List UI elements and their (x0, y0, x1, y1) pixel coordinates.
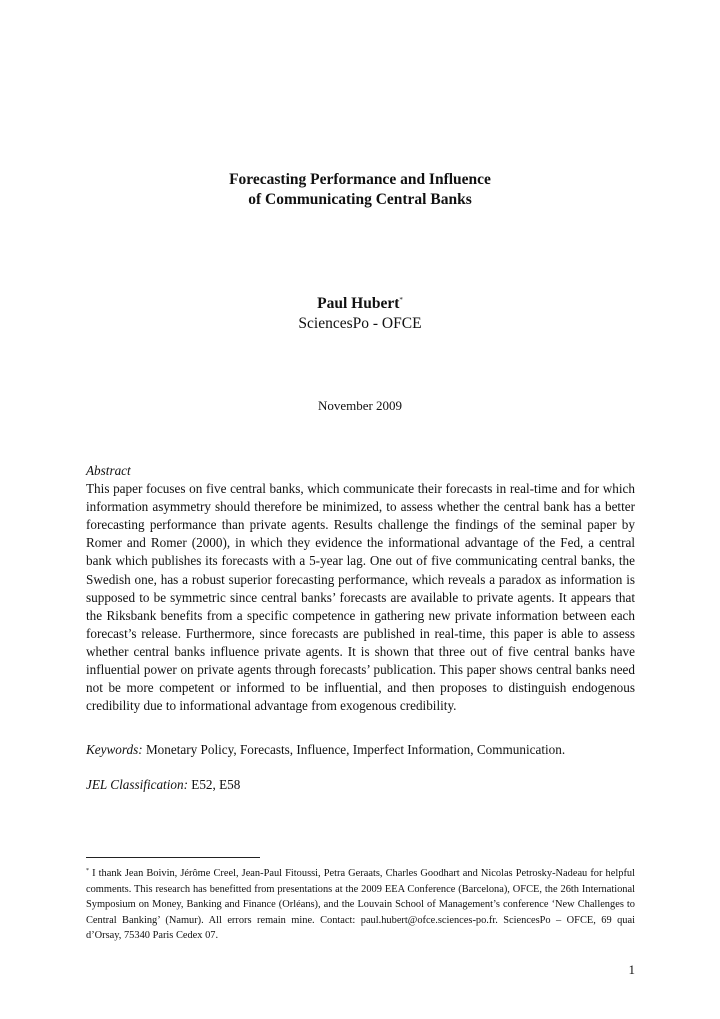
abstract-section (86, 462, 635, 715)
page-number: 1 (628, 962, 635, 977)
footnote-text: I thank Jean Boivin, Jérôme Creel, Jean-Paul Fitoussi, Petra Geraats, Charles Goodhart and Nicolas Petrosky-Nadeau for helpful comments. This research has benefitted from presentations at the 2009 EEA Conference (Barcelona), OFCE, the 26th International Symposium on Money, Banking and Finance (Orléans), and the Louvain School of Management’s conference ‘New Challenges to Central Banking’ (Namur). All errors remain mine. Contact: paul.hubert@ofce.sciences-po.fr. SciencesPo – OFCE, 69 quai d’Orsay, 75340 Paris Cedex 07. (86, 868, 635, 941)
footnote (86, 864, 635, 944)
publication-date: November 2009 (317, 398, 403, 413)
title-line-1: Forecasting Performance and Influence (229, 171, 491, 188)
author-name: Paul Hubert (317, 295, 400, 312)
footnote-divider (86, 857, 260, 858)
keywords-label: Keywords: (86, 742, 143, 757)
jel-text: E52, E58 (187, 777, 241, 792)
paper-title (0, 170, 720, 210)
footnote-mark: * (86, 868, 89, 874)
jel-classification-line (86, 776, 635, 794)
abstract-label: Abstract (86, 463, 131, 478)
author-affiliation: SciencesPo - OFCE (298, 315, 422, 332)
abstract-text: This paper focuses on five central banks, which communicate their forecasts in real-time and for which information asymmetry should therefore be minimized, to assess whether the central bank has a better forecasting performance than private agents. Results challenge the findings of the seminal paper by Romer and Romer (2000), in which they evidence the informational advantage of the Fed, a central bank which publishes its forecasts with a 5-year lag. One out of five communicating central banks, the Swedish one, has a robust superior forecasting performance, which reveals a paradox as information is supposed to be symmetric since central banks’ forecasts are available to private agents. It appears that the Riksbank benefits from a specific competence in gathering new private information between each forecast’s release. Furthermore, since forecasts are published in real-time, this paper is able to assess whether central banks influence private agents. It is shown that three out of five central banks have influential power on private agents through forecasts’ publication. This paper shows central banks need not be more competent or informed to be influential, and then proposes to distinguish endogenous credibility due to informational advantage from exogenous credibility. (86, 481, 635, 714)
title-line-2: of Communicating Central Banks (248, 191, 472, 208)
author-footnote-mark: * (399, 296, 403, 304)
keywords-text: Monetary Policy, Forecasts, Influence, Imperfect Information, Communication. (142, 742, 566, 757)
keywords-line (86, 741, 635, 759)
jel-label: JEL Classification: (86, 777, 188, 792)
author-block (0, 290, 720, 334)
